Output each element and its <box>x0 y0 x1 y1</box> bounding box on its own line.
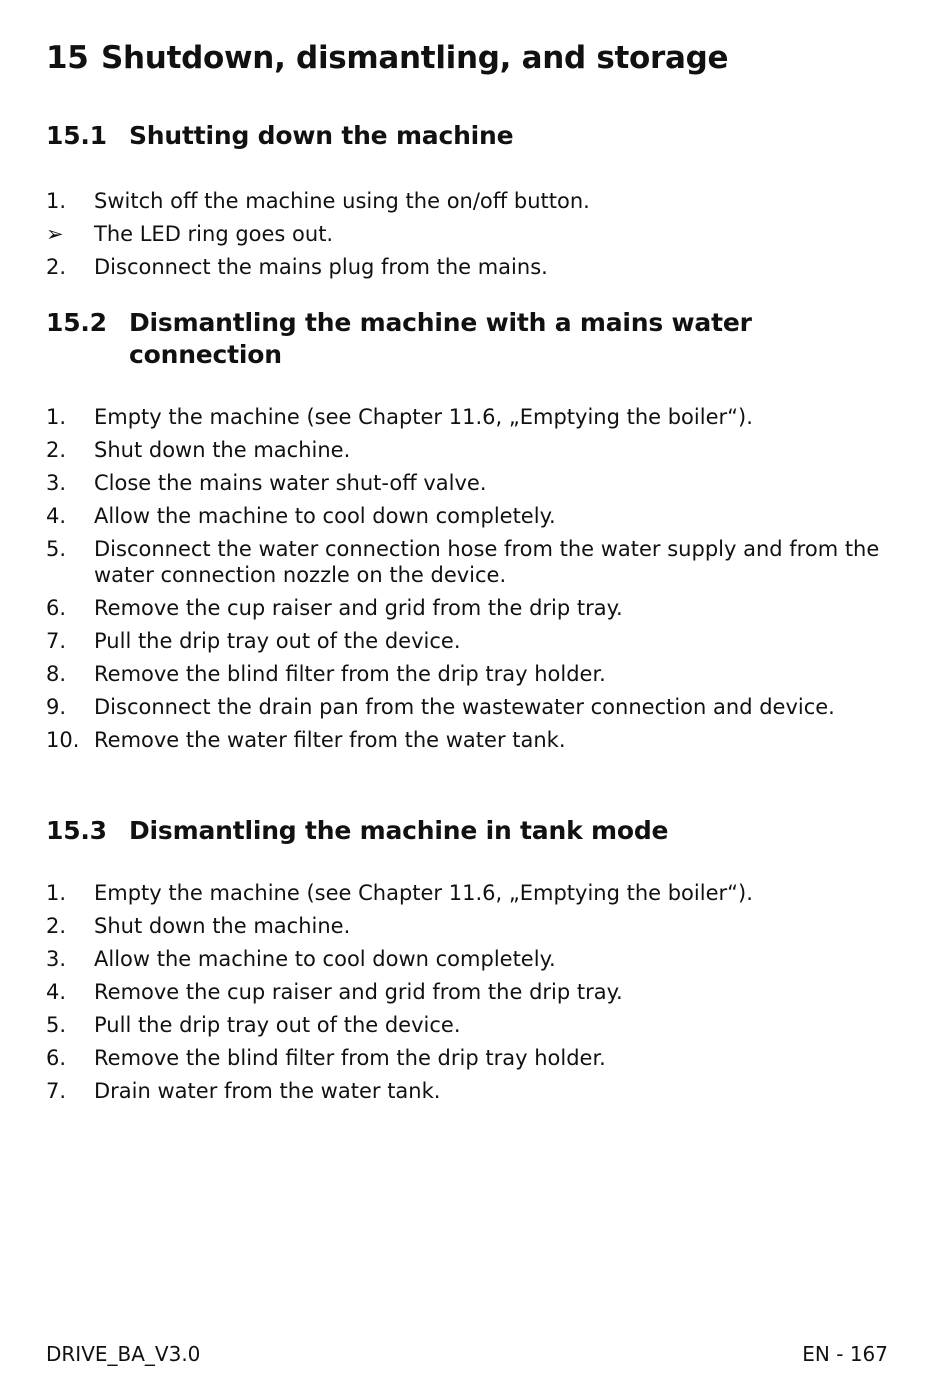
step-marker: 4. <box>46 504 67 528</box>
step-marker: 10. <box>46 728 80 752</box>
section-number: 15.1 <box>46 121 107 150</box>
list-item <box>46 1045 896 1078</box>
step-text: Empty the machine (see Chapter 11.6, „Emptying the boiler“). <box>94 881 753 905</box>
step-text: Allow the machine to cool down completely. <box>94 947 556 971</box>
list-item <box>46 503 896 536</box>
list-item <box>46 188 896 221</box>
step-text: Disconnect the mains plug from the mains. <box>94 255 548 279</box>
step-marker: 2. <box>46 438 67 462</box>
section-number: 15.3 <box>46 816 107 845</box>
step-marker: 7. <box>46 1079 67 1103</box>
step-marker: 5. <box>46 537 67 561</box>
section-heading-15-1 <box>46 120 849 152</box>
step-text: Remove the water filter from the water tank. <box>94 728 566 752</box>
section-title: Dismantling the machine in tank mode <box>129 816 669 845</box>
footer-page-number: EN - 167 <box>802 1342 888 1366</box>
list-item <box>46 404 896 437</box>
list-item <box>46 727 896 760</box>
section-heading-15-3 <box>46 815 849 847</box>
list-item <box>46 437 896 470</box>
list-item <box>46 254 896 287</box>
steps-list-15-3 <box>46 880 896 1111</box>
step-marker: 9. <box>46 695 67 719</box>
step-text: Drain water from the water tank. <box>94 1079 441 1103</box>
list-item <box>46 946 896 979</box>
step-text: Remove the blind filter from the drip tray holder. <box>94 1046 606 1070</box>
step-marker: 1. <box>46 189 67 213</box>
step-marker: 6. <box>46 596 67 620</box>
result-arrow-icon: ➢ <box>46 222 64 246</box>
list-item <box>46 1012 896 1045</box>
list-item <box>46 880 896 913</box>
footer-document-id: DRIVE_BA_V3.0 <box>46 1342 201 1366</box>
list-item <box>46 470 896 503</box>
step-text: Disconnect the water connection hose from the water supply and from the water connection nozzle on the device. <box>94 537 880 587</box>
step-text: Disconnect the drain pan from the wastewater connection and device. <box>94 695 835 719</box>
step-text: Pull the drip tray out of the device. <box>94 1013 461 1037</box>
step-marker: 5. <box>46 1013 67 1037</box>
list-item <box>46 979 896 1012</box>
steps-list-15-1 <box>46 188 896 287</box>
step-marker: 2. <box>46 255 67 279</box>
step-text: The LED ring goes out. <box>94 222 334 246</box>
list-item-result <box>46 221 896 254</box>
step-marker: 6. <box>46 1046 67 1070</box>
step-text: Shut down the machine. <box>94 914 351 938</box>
step-text: Remove the cup raiser and grid from the drip tray. <box>94 596 623 620</box>
section-title: Dismantling the machine with a mains water connection <box>129 308 752 369</box>
list-item <box>46 628 896 661</box>
step-marker: 3. <box>46 471 67 495</box>
list-item <box>46 661 896 694</box>
step-text: Pull the drip tray out of the device. <box>94 629 461 653</box>
list-item <box>46 694 896 727</box>
step-marker: 1. <box>46 881 67 905</box>
section-number: 15.2 <box>46 308 107 337</box>
step-marker: 8. <box>46 662 67 686</box>
chapter-title: Shutdown, dismantling, and storage <box>101 40 729 76</box>
list-item <box>46 913 896 946</box>
step-marker: 1. <box>46 405 67 429</box>
step-text: Switch off the machine using the on/off button. <box>94 189 590 213</box>
section-title: Shutting down the machine <box>129 121 514 150</box>
step-marker: 4. <box>46 980 67 1004</box>
list-item <box>46 536 896 595</box>
step-marker: 3. <box>46 947 67 971</box>
list-item <box>46 595 896 628</box>
step-text: Remove the blind filter from the drip tray holder. <box>94 662 606 686</box>
list-item <box>46 1078 896 1111</box>
step-text: Shut down the machine. <box>94 438 351 462</box>
step-text: Close the mains water shut-off valve. <box>94 471 487 495</box>
step-marker: 7. <box>46 629 67 653</box>
section-heading-15-2 <box>46 307 769 371</box>
step-text: Allow the machine to cool down completely. <box>94 504 556 528</box>
page-title <box>46 40 728 76</box>
step-text: Empty the machine (see Chapter 11.6, „Emptying the boiler“). <box>94 405 753 429</box>
chapter-number: 15 <box>46 40 89 76</box>
step-marker: 2. <box>46 914 67 938</box>
steps-list-15-2 <box>46 404 896 760</box>
step-text: Remove the cup raiser and grid from the drip tray. <box>94 980 623 1004</box>
